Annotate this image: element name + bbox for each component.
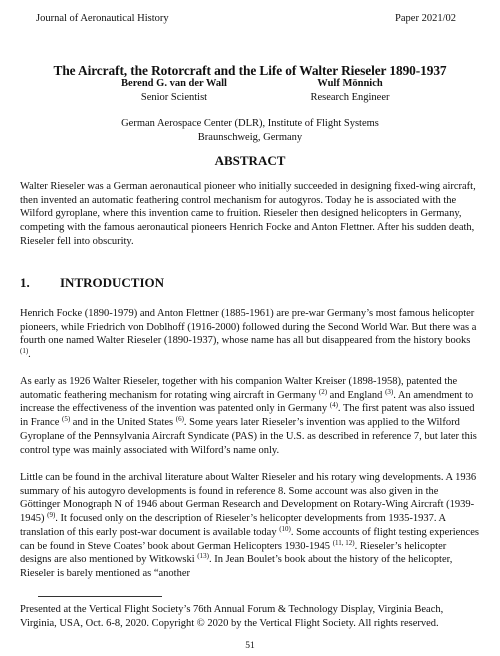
affiliation: [0, 117, 500, 145]
p3-text-d: . Rieseler’s helicopter designs are also mentioned by Witkowski: [20, 540, 447, 566]
p1-text-a: Henrich Focke (1890-1979) and Anton Flettner (1885-1961) are pre-war Germany’s most famous helicopter pioneers, while Friedrich von Doblhoff (1916-2000) followed during the Second World War. But there was a fourth one named Walter Rieseler (1890-1937), whose name has all but disappeared from the history books: [20, 308, 477, 347]
section-title: INTRODUCTION: [60, 275, 165, 290]
citation-ref: (3): [385, 387, 394, 396]
journal-name: Journal of Aeronautical History: [36, 13, 169, 24]
footnote-rule: [38, 596, 162, 597]
intro-paragraph-3: [20, 471, 480, 581]
paper-number: Paper 2021/02: [395, 13, 456, 24]
p3-text-b: . It focused only on the description of Rieseler’s helicopter developments from 1935-1937. A translation of this early post-war document is available today: [20, 513, 446, 538]
citation-ref: (9): [47, 511, 56, 520]
citation-ref: (6): [175, 415, 184, 424]
intro-paragraph-1: [20, 307, 480, 362]
citation-ref: (13): [197, 552, 209, 561]
citation-ref: (4): [329, 401, 338, 410]
p2-text-e: and in the United States: [70, 417, 176, 429]
p2-text-c: . An amendment to increase the effectiveness of the invention was patented only in Germany: [20, 389, 474, 415]
author-2: [290, 77, 410, 105]
author-2-role: Research Engineer: [310, 92, 390, 103]
p2-text-f: . Some years later Rieseler’s invention was applied to the Wilford Gyroplane of the Pennsylvania Aircraft Syndicate (PAS) in the U.S. as described in reference 7, but later this control type was mainly associated with Wilford’s name only.: [20, 417, 477, 456]
p2-text-b: and England: [327, 389, 386, 401]
p2-text-a: As early as 1926 Walter Rieseler, together with his companion Walter Kreiser (1898-1958), patented the automatic feathering mechanism for rotating wing aircraft in Germany: [20, 376, 458, 401]
p3-text-a: Little can be found in the archival literature about Walter Rieseler and his rotary wing developments. A 1936 summary of his autogyro developments is found in reference 8. Some account was also given in the Göttinger Monograph N of 1946 about German Research and Development on Rotary-Wing Aircraft (1939-1945): [20, 472, 477, 525]
p2-text-d: . The first patent was also issued in France: [20, 403, 475, 429]
section-heading: [20, 275, 164, 291]
author-1: [104, 77, 244, 105]
citation-ref: (2): [318, 387, 328, 396]
abstract-heading: ABSTRACT: [214, 153, 286, 168]
intro-paragraph-2: [20, 375, 480, 457]
affiliation-line-1: German Aerospace Center (DLR), Institute of Flight Systems: [121, 118, 379, 129]
p3-text-e: . In Jean Boulet’s book about the history of the helicopter, Rieseler is barely mentioned as “another: [20, 554, 453, 579]
affiliation-line-2: Braunschweig, Germany: [197, 132, 303, 143]
author-1-role: Senior Scientist: [140, 92, 208, 103]
p3-text-c: . Some accounts of flight testing experiences can be found in Steve Coates’ book about German Helicopters 1930-1945: [20, 526, 479, 552]
footnote: Presented at the Vertical Flight Society’s 76th Annual Forum & Technology Display, Virginia Beach, Virginia, USA, Oct. 6-8, 2020. Copyright © 2020 by the Vertical Flight Society. All rights reserved.: [20, 604, 444, 629]
author-1-name: Berend G. van der Wall: [121, 78, 227, 89]
page-number: 51: [245, 641, 255, 651]
citation-ref: (1): [20, 347, 29, 356]
citation-ref: (11, 12): [332, 538, 355, 547]
section-number: 1.: [20, 275, 30, 290]
p1-text-b: .: [28, 349, 31, 361]
abstract-text: Walter Rieseler was a German aeronautical pioneer who initially succeeded in designing fixed-wing aircraft, then invented an automatic feathering control mechanism for autogyros. Today he is associated with the Wilford gyroplane, where this invention came to fruition. Rieseler then designed helicopters in Germany, competing with the famous aeronautical pioneers Henrich Focke and Anton Flettner. After his sudden death, Rieseler fell into obscurity.: [20, 181, 476, 247]
citation-ref: (10): [279, 524, 291, 533]
paper-title: The Aircraft, the Rotorcraft and the Life of Walter Rieseler 1890-1937: [53, 63, 447, 78]
author-2-name: Wulf Mönnich: [317, 78, 383, 89]
citation-ref: (5): [62, 415, 71, 424]
